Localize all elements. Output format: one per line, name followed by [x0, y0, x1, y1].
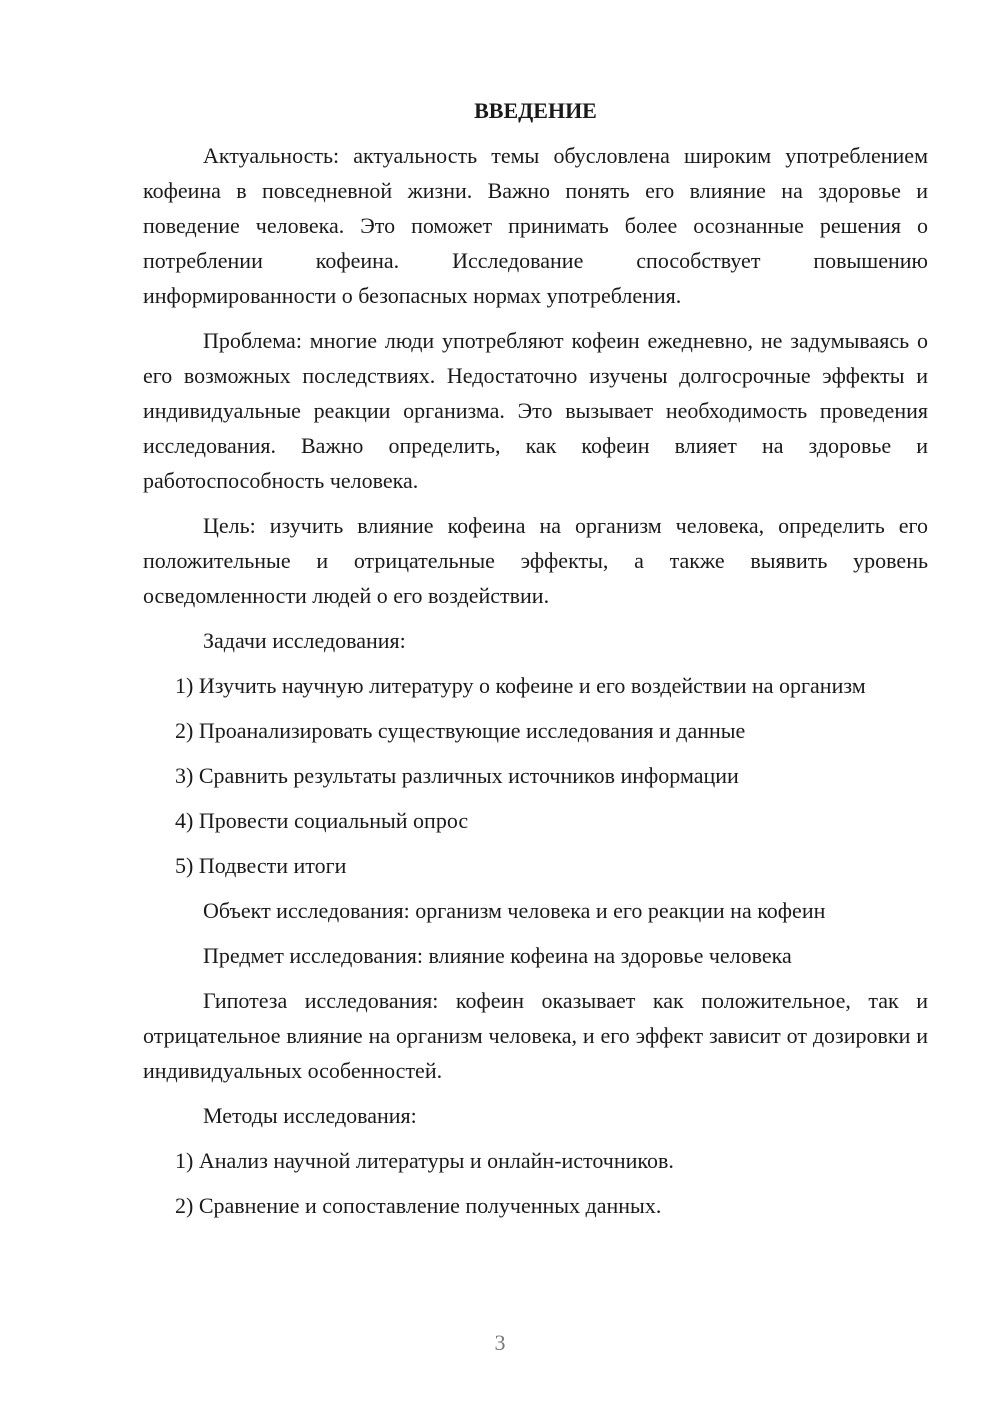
page-title: ВВЕДЕНИЕ	[474, 98, 597, 123]
methods-heading: Методы исследования:	[203, 1103, 417, 1128]
relevance-paragraph: Актуальность: актуальность темы обусловлена широким употреблением кофеина в повседневной жизни. Важно понять его влияние на здоровье и поведение человека. Это поможет принимать более осознанные решения о потреблении кофеина. Исследование способствует повышению информированности о безопасных нормах употребления.	[143, 143, 928, 308]
task-item: 1) Изучить научную литературу о кофеине и его воздействии на организм	[175, 673, 866, 698]
task-item: 5) Подвести итоги	[175, 853, 347, 878]
goal-paragraph: Цель: изучить влияние кофеина на организм человека, определить его положительные и отрицательные эффекты, а также выявить уровень осведомленности людей о его воздействии.	[143, 513, 928, 608]
page-number: 3	[494, 1330, 506, 1355]
tasks-heading: Задачи исследования:	[203, 628, 406, 653]
task-item: 4) Провести социальный опрос	[175, 808, 469, 833]
method-item: 1) Анализ научной литературы и онлайн-источников.	[175, 1148, 674, 1173]
method-item: 2) Сравнение и сопоставление полученных данных.	[175, 1193, 662, 1218]
object-line: Объект исследования: организм человека и его реакции на кофеин	[203, 898, 826, 923]
document-page	[143, 93, 928, 1233]
subject-line: Предмет исследования: влияние кофеина на здоровье человека	[203, 943, 792, 968]
task-item: 2) Проанализировать существующие исследования и данные	[175, 718, 746, 743]
problem-paragraph: Проблема: многие люди употребляют кофеин ежедневно, не задумываясь о его возможных последствиях. Недостаточно изучены долгосрочные эффекты и индивидуальные реакции организма. Это вызывает необходимость проведения исследования. Важно определить, как кофеин влияет на здоровье и работоспособность человека.	[143, 328, 928, 493]
task-item: 3) Сравнить результаты различных источников информации	[175, 763, 739, 788]
hypothesis-paragraph: Гипотеза исследования: кофеин оказывает как положительное, так и отрицательное влияние на организм человека, и его эффект зависит от дозировки и индивидуальных особенностей.	[143, 988, 928, 1083]
